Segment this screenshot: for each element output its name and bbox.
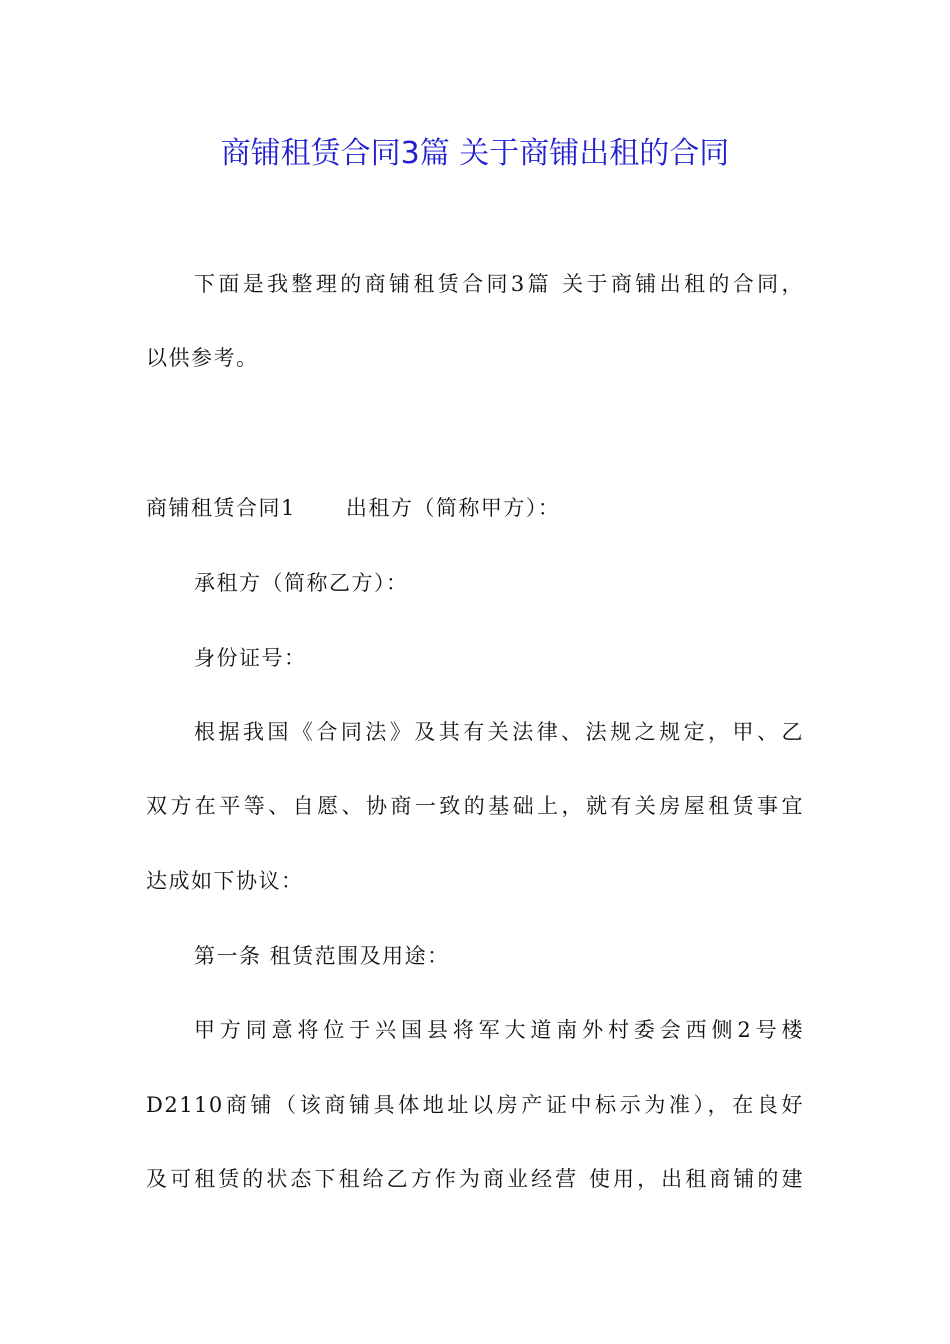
paragraph-line: 达成如下协议： [146, 869, 304, 893]
document-title: 商铺租赁合同3篇 关于商铺出租的合同 [220, 136, 730, 171]
contract-heading-line [146, 493, 560, 523]
lessor-label: 出租方（简称甲方）： [345, 496, 561, 520]
paragraph-line: 及可租赁的状态下租给乙方作为商业经营 使用，出租商铺的建 [146, 1167, 804, 1191]
contract-number-label: 商铺租赁合同1 [146, 496, 296, 520]
paragraph-line: 以供参考。 [146, 346, 259, 370]
article-heading: 第一条 租赁范围及用途： [194, 944, 450, 968]
paragraph-line: 下面是我整理的商铺租赁合同3篇 关于商铺出租的合同， [194, 272, 804, 296]
id-number-label: 身份证号： [194, 646, 307, 670]
paragraph-line: 甲方同意将位于兴国县将军大道南外村委会西侧2号楼 [194, 1018, 804, 1042]
paragraph-line: D2110商铺（该商铺具体地址以房产证中标示为准），在良好 [146, 1093, 804, 1117]
paragraph-line: 根据我国《合同法》及其有关法律、法规之规定，甲、乙 [194, 720, 804, 744]
paragraph-line: 双方在平等、自愿、协商一致的基础上，就有关房屋租赁事宜 [146, 794, 804, 818]
lessee-label: 承租方（简称乙方）： [194, 571, 409, 595]
